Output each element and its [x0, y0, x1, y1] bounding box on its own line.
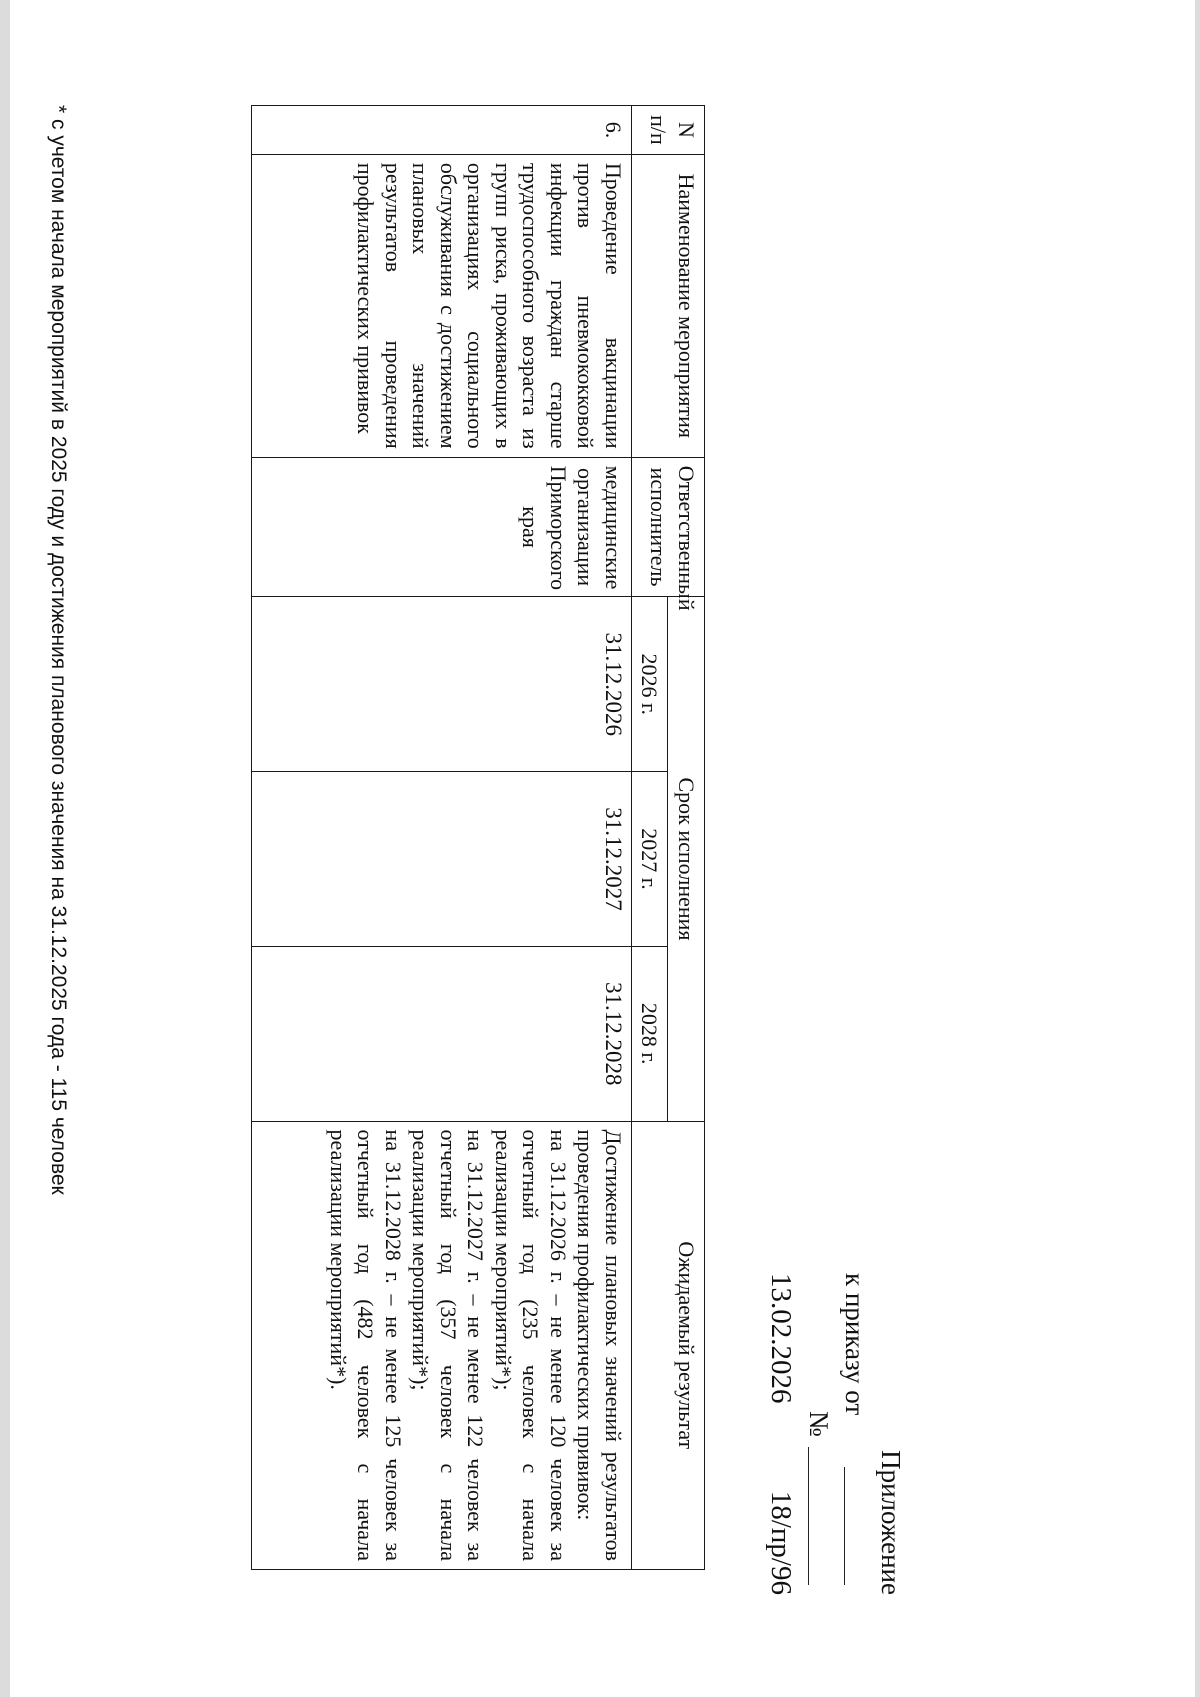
table-row — [252, 106, 632, 1570]
col-header-num: N п/п — [632, 106, 705, 155]
order-line — [835, 1235, 871, 1595]
deadline-2026: 31.12.2026 — [252, 597, 632, 772]
measures-table — [251, 105, 705, 1570]
col-header-year-2028: 2028 г. — [632, 946, 669, 1121]
responsible-executor: медицинские организации Приморского края — [252, 457, 632, 597]
col-header-year-2027: 2027 г. — [632, 772, 669, 947]
result-2026: на 31.12.2026 г. – не менее 120 человек за отчетный год (235 человек с начала реализации мероприятий*); — [491, 1129, 571, 1561]
appendix-header — [763, 1235, 907, 1595]
order-date-blank — [844, 1467, 869, 1585]
expected-result — [252, 1121, 632, 1569]
number-line — [799, 1235, 835, 1595]
result-2028: на 31.12.2028 г. – не менее 125 человек за отчетный год (482 человек с начала реализации мероприятий*). — [326, 1129, 406, 1561]
deadline-2027: 31.12.2027 — [252, 772, 632, 947]
order-label: к приказу от — [840, 1273, 870, 1416]
number-label: № — [804, 1411, 834, 1437]
result-intro: Достижение плановых значений результатов проведения профилактических прививок: — [573, 1129, 626, 1561]
col-header-year-2026: 2026 г. — [632, 597, 669, 772]
deadline-2028: 31.12.2028 — [252, 946, 632, 1121]
col-header-result: Ожидаемый результат — [632, 1121, 705, 1569]
appendix-title: Приложение — [876, 1450, 906, 1595]
col-header-responsible: Ответственный исполнитель — [632, 457, 705, 597]
col-header-deadline: Срок исполнения — [668, 597, 705, 1121]
order-values — [763, 1235, 799, 1595]
scanned-page — [10, 0, 1195, 1697]
col-header-name: Наименование мероприятия — [632, 154, 705, 457]
footnote: * с учетом начала мероприятий в 2025 году и достижения планового значения на 31.12.2025 года - 115 человек — [47, 105, 70, 1195]
number-blank — [808, 1447, 833, 1585]
order-date: 13.02.2026 — [765, 1273, 797, 1404]
result-2027: на 31.12.2027 г. – не менее 122 человек за отчетный год (357 человек с начала реализации мероприятий*); — [408, 1129, 489, 1561]
order-number: 18/пр/96 — [765, 1490, 797, 1595]
measure-name: Проведение вакцинации против пневмококковой инфекции граждан старше трудоспособного возраста из групп риска, проживающих в организациях социального обслуживания с достижением плановых значений результатов проведения профилактических прививок — [252, 154, 632, 457]
row-number: 6. — [252, 106, 632, 155]
landscape-page — [0, 45, 915, 1630]
